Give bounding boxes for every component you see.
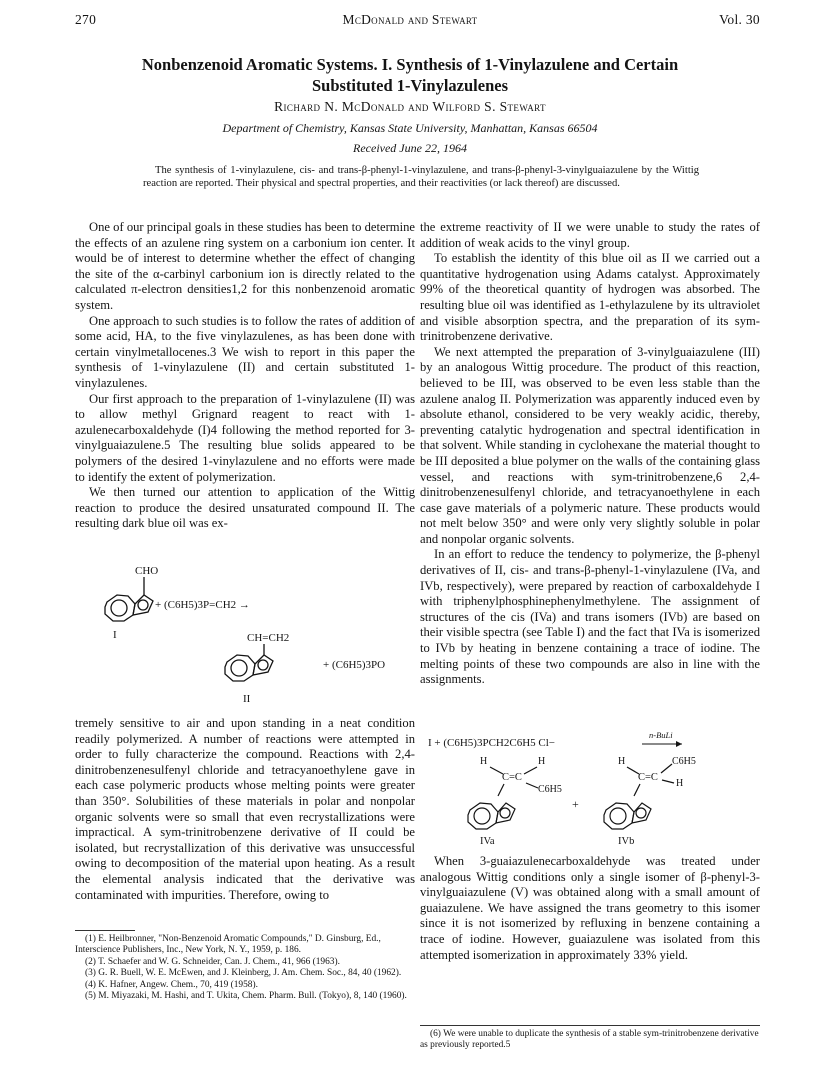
right-paragraph-1: the extreme reactivity of II we were unable to study the rates of addition of weak acids to the vinyl group.	[420, 220, 760, 250]
right-paragraph-5: When 3-guaiazulenecarboxaldehyde was treated under analogous Wittig conditions only a single isomer of β-phenyl-3-vinylguaiazulene (V) was obtained along with a small amount of guaiazulene. We have assigned the trans geometry to this isomer since it is not isomerized by refluxing in benzene containing a trace of iodine. However, guaiazulene was isolated from this attempted isomerization in approximately 33% yield.	[420, 854, 760, 962]
footnote-1: (1) E. Heilbronner, "Non-Benzenoid Aromatic Compounds," D. Ginsburg, Ed., Interscience Publishers, Inc., New York, N. Y., 1959, p. 186.	[75, 934, 381, 956]
page-number: 270	[75, 12, 97, 27]
right-column-bottom	[420, 854, 760, 963]
iva-h-right: H	[538, 756, 546, 767]
reaction-arrowhead	[676, 741, 682, 747]
aromatic-circle	[231, 660, 247, 676]
footnote-3: (3) G. R. Buell, W. E. McEwen, and J. Kleinberg, J. Am. Chem. Soc., 84, 40 (1962).	[85, 968, 402, 979]
authors: Richard N. McDonald and Wilford S. Stewart	[274, 99, 546, 114]
azulene-I-structure	[105, 577, 153, 621]
right-paragraph-3: We next attempted the preparation of 3-vinylguaiazulene (III) by an analogous Wittig procedure. The product of this reaction, believed to be III, was observed to be even less stable than the azulene analog II. Polymerization was apparently induced even by absolute ethanol, considered to be very weakly acidic, thereby, preventing catalytic hydrogenation and spectral identification in that solvent. While standing in cyclohexane the material thought to be III deposited a blue polymer on the walls of the containing glass vessel, and reactions with sym-trinitrobenzene,6 2,4-dinitrobenzenesulfenyl chloride, and tetracyanoethylene in each case gave materials of a polymeric nature. These products would not melt below 350° and were only very slightly soluble in polar and nonpolar organic solvents.	[420, 344, 760, 546]
azulene-five-ring	[253, 655, 273, 675]
compound-IVb-label: IVb	[618, 836, 635, 846]
title-line-2: Substituted 1-Vinylazulenes	[311, 76, 509, 95]
compound-I-label: I	[113, 629, 117, 641]
footnote-rule	[75, 930, 135, 931]
reagent-label: + (C6H5)3P=CH2 →	[155, 599, 250, 611]
affiliation: Department of Chemistry, Kansas State University, Manhattan, Kansas 66504	[222, 121, 598, 135]
left-column-bottom	[75, 716, 415, 903]
cho-label: CHO	[135, 565, 159, 577]
aromatic-circle	[111, 600, 127, 616]
compound-IVa-label: IVa	[480, 836, 495, 846]
received-date: Received June 22, 1964	[353, 141, 467, 155]
ivb-h-left: H	[618, 756, 626, 767]
right-paragraph-2: To establish the identity of this blue oil as II we carried out a quantitative hydrogenation using Adams catalyst. Approximately 99% of the theoretical quantity of hydrogen was absorbed. The resulting blue oil was identified as 1-ethylazulene by its ultraviolet and visible absorption spectra, and the preparation of its sym-trinitrobenzene derivative.	[420, 251, 760, 344]
left-paragraph-2: One approach to such studies is to follow the rates of addition of some acid, HA, to the five vinylazulenes, as has been done with certain vinylmetallocenes.3 We wish to report in this paper the synthesis of 1-vinylazulene (II) and certain substituted 1-vinylazulenes.	[75, 313, 415, 390]
abstract	[143, 164, 699, 190]
left-paragraph-3: Our first approach to the preparation of 1-vinylazulene (II) was to allow methyl Grignard reagent to react with 1-azulenecarboxaldehyde (I)4 following the method reported for 3-vinylguaiazulene.5 The resulting blue solids appeared to be polymers of the desired 1-vinylazulene and no efforts were made to identify the extent of polymerization.	[75, 391, 415, 484]
left-paragraph-5: tremely sensitive to air and upon standing in a neat condition readily polymerized. A number of reactions were attempted in order to fully characterize the compound. Reactions with 2,4-dinitrobenzenesulfenyl chloride and tetracyanoethylene gave in each case polymeric products whose melting points were greater than 350°. Solubilities of these materials in polar and nonpolar organic solvents were so small that even recrystallizations were impractical. A sym-trinitrobenzene derivative of II could be isolated, but recrystallization of this derivative was unsuccessful owing to decomposition of the material upon heating. As a result the elemental analysis indicated that the derivative was contaminated with impurities. Therefore, owing to	[75, 716, 415, 902]
iva-h-left: H	[480, 756, 488, 767]
footnote-6-block	[420, 1029, 760, 1052]
nbuli-label: n-BuLi	[649, 730, 673, 740]
footnote-5: (5) M. Miyazaki, M. Hashi, and T. Ukita, Chem. Pharm. Bull. (Tokyo), 8, 140 (1960).	[85, 991, 407, 1002]
right-paragraph-4: In an effort to reduce the tendency to polymerize, the β-phenyl derivatives of II, cis- and trans-β-phenyl-1-vinylazulene (IVa, and IVb, respectively), were prepared by reaction of carboxaldehyde I with triphenylphosphinephenylmethylene. The assignment of structures of the cis (IVa) and trans isomers (IVb) are based on their visible spectra (see Table I) and the fact that IVa is isomerized to IVb by heating in benzene containing a trace of iodine. The melting points of these two compounds are also in line with the assignments.	[420, 547, 760, 687]
aromatic-circle	[258, 660, 268, 670]
title-line-1: Nonbenzenoid Aromatic Systems. I. Synthesis of 1-Vinylazulene and Certain	[141, 55, 679, 74]
compound-II-label: II	[243, 693, 251, 705]
ivb-azulene-structure	[604, 764, 674, 829]
aromatic-circle	[138, 600, 148, 610]
vinylazulene-II-structure	[225, 644, 273, 681]
paper-title	[60, 54, 760, 96]
left-paragraph-4: We then turned our attention to application of the Wittig reaction to produce the desired unsaturated compound II. The resulting dark blue oil was ex-	[75, 485, 415, 531]
ivb-double-bond: C=C	[638, 772, 658, 783]
left-paragraph-1: One of our principal goals in these studies has been to determine the effects of an azulene ring system on a carbonium ion center. It would be of interest to determine whether the effect of changing the site of the α-carbinyl carbonium ion is directly related to the calculated π-electron densities1,2 for this nonbenzenoid aromatic system.	[75, 220, 415, 312]
azulene-seven-ring	[225, 655, 255, 681]
ivb-h-right: H	[676, 778, 684, 789]
azulene-seven-ring	[105, 595, 135, 621]
footnote-6: (6) We were unable to duplicate the synthesis of a stable sym-trinitrobenzene derivative as previously reported.5	[420, 1029, 759, 1051]
wittig-scheme-2	[420, 728, 760, 846]
wittig-scheme-1	[85, 562, 415, 712]
footnote-2: (2) T. Schaefer and W. G. Schneider, Can. J. Chem., 41, 966 (1963).	[85, 956, 340, 967]
abstract-text: The synthesis of 1-vinylazulene, cis- and trans-β-phenyl-1-vinylazulene, and trans-β-phenyl-3-vinylguaiazulene by the Wittig reaction are reported. Their physical and spectral properties, and their reactivities (or lack thereof) are discussed.	[143, 165, 699, 189]
volume: Vol. 30	[719, 12, 760, 27]
vinyl-label: CH=CH2	[247, 632, 290, 644]
byproduct-label: + (C6H5)3PO	[323, 659, 386, 671]
ivb-phenyl: C6H5	[672, 756, 696, 767]
plus-sign: +	[572, 797, 579, 811]
azulene-five-ring	[133, 595, 153, 615]
footnote-rule-right	[420, 1025, 760, 1026]
scheme2-reactants: I + (C6H5)3PCH2C6H5 Cl−	[428, 737, 555, 749]
left-column-top	[75, 220, 415, 532]
running-title: McDonald and Stewart	[342, 12, 478, 27]
right-column-top	[420, 220, 760, 688]
iva-phenyl: C6H5	[538, 784, 562, 795]
iva-double-bond: C=C	[502, 772, 522, 783]
footnote-4: (4) K. Hafner, Angew. Chem., 70, 419 (1958).	[85, 979, 258, 990]
footnotes	[75, 934, 415, 1002]
